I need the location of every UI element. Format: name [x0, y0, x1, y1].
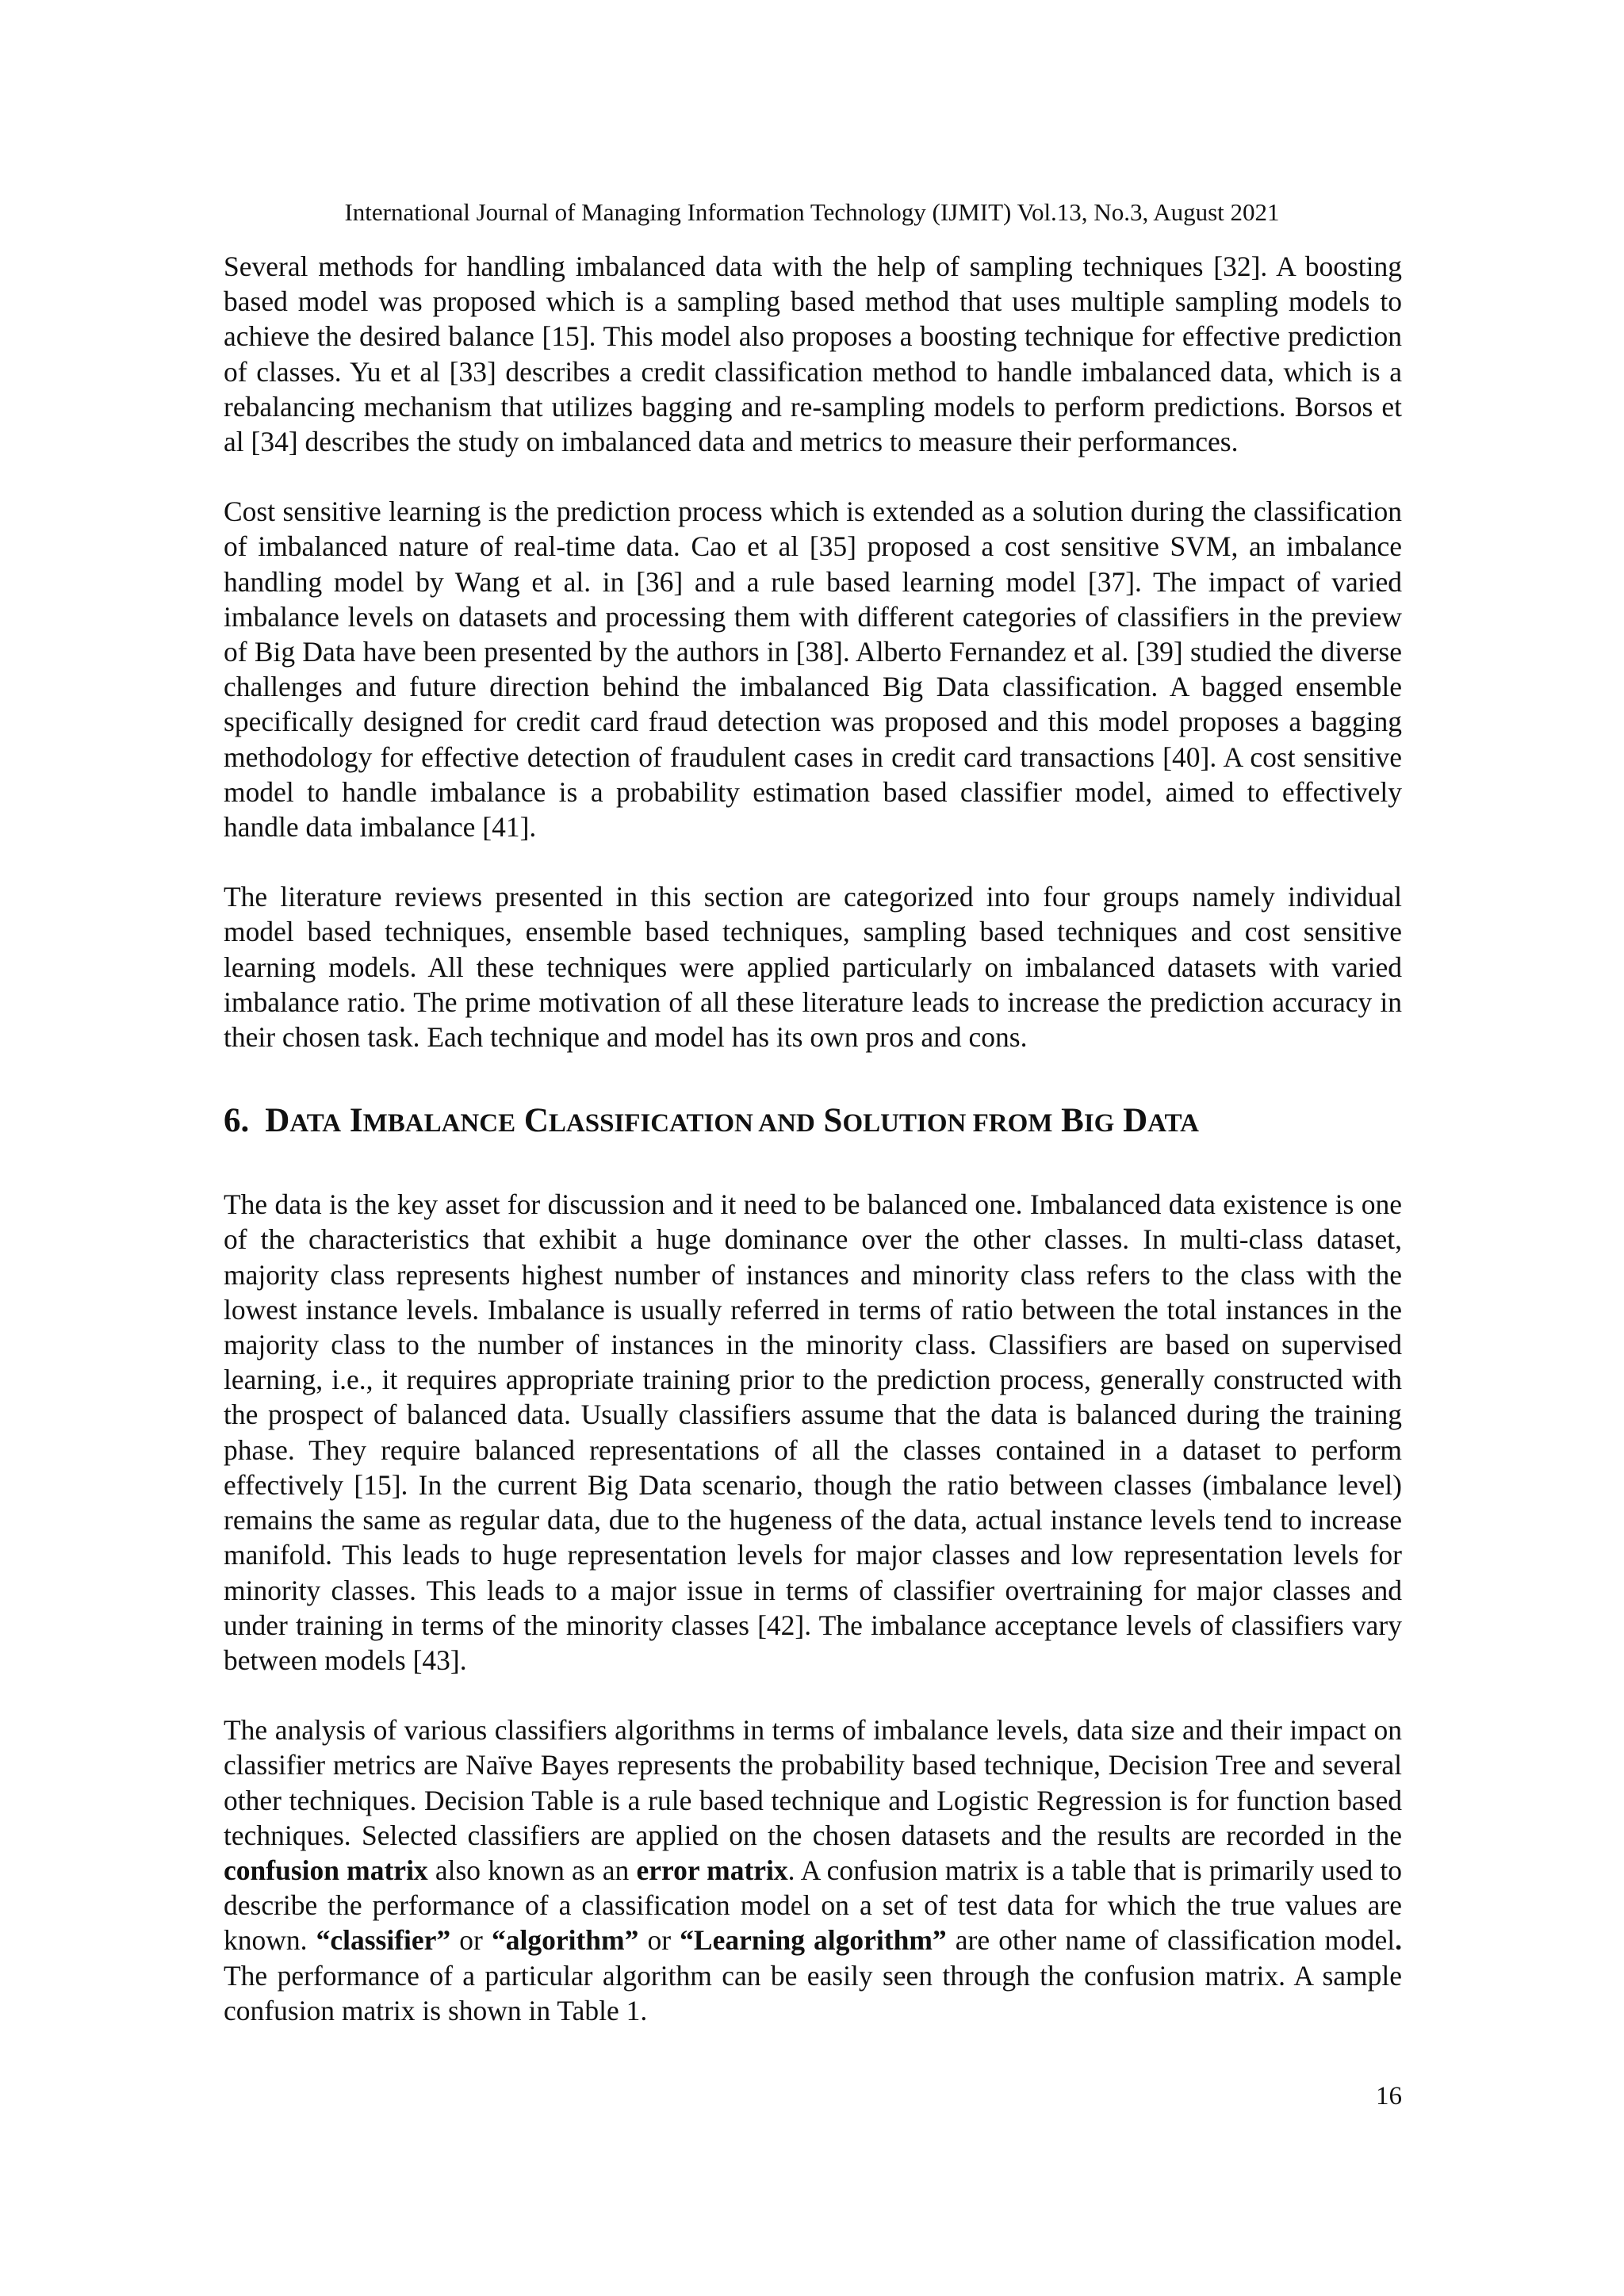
paragraph-sampling-methods: Several methods for handling imbalanced data with the help of sampling techniques [32]. A boosting based model was proposed which is a sampling based method that uses multiple sampling models to achieve the desired balance [15]. This model also proposes a boosting technique for effective prediction of classes. Yu et al [33] describes a credit classification method to handle imbalanced data, which is a rebalancing mechanism that utilizes bagging and re-sampling models to perform predictions. Borsos et al [34] describes the study on imbalanced data and metrics to measure their performances.	[224, 251, 1402, 458]
term-learning-algorithm: “Learning algorithm”	[680, 1924, 947, 1957]
page-number: 16	[1376, 2082, 1402, 2110]
term-error-matrix: error matrix	[636, 1854, 788, 1886]
section-number: 6.	[224, 1102, 250, 1140]
paragraph-data-imbalance: The data is the key asset for discussion and it need to be balanced one. Imbalanced data existence is one of the characteristics that exhibit a huge dominance over the other classes. In multi-class dataset, majority class represents highest number of instances and minority class refers to the class with the lowest instance levels. Imbalance is usually referred in terms of ratio between the total instances in the majority class to the number of instances in the minority class. Classifiers are based on supervised learning, i.e., it requires appropriate training prior to the prediction process, generally constructed with the prospect of balanced data. Usually classifiers assume that the data is balanced during the training phase. They require balanced representations of all the classes contained in a dataset to perform effectively [15]. In the current Big Data scenario, though the ratio between classes (imbalance level) remains the same as regular data, due to the hugeness of the data, actual instance levels tend to increase manifold. This leads to huge representation levels for major classes and low representation levels for minority classes. This leads to a major issue in terms of classifier overtraining for major classes and under training in terms of the minority classes [42]. The imbalance acceptance levels of classifiers vary between models [43].	[224, 1188, 1402, 1676]
paragraph-literature-summary: The literature reviews presented in this section are categorized into four groups namely individual model based techniques, ensemble based techniques, sampling based techniques and cost sensitive learning models. All these techniques were applied particularly on imbalanced datasets with varied imbalance ratio. The prime motivation of all these literature leads to increase the prediction accuracy in their chosen task. Each technique and model has its own pros and cons.	[224, 881, 1402, 1054]
paragraph-classifier-analysis: The analysis of various classifiers algorithms in terms of imbalance levels, data size and their impact on classifier metrics are Naïve Bayes represents the probability based technique, Decision Tree and several other techniques. Decision Table is a rule based technique and Logistic Regression is for function based techniques. Selected classifiers are applied on the chosen datasets and the results are recorded in the confusion matrix also known as an error matrix. A confusion matrix is a table that is primarily used to describe the performance of a classification model on a set of test data for which the true values are known. “classifier” or “algorithm” or “Learning algorithm” are other name of classification model. The performance of a particular algorithm can be easily seen through the confusion matrix. A sample confusion matrix is shown in Table 1.	[224, 1714, 1403, 2026]
journal-running-header: International Journal of Managing Information Technology (IJMIT) Vol.13, No.3, August 2021	[344, 198, 1280, 226]
term-confusion-matrix: confusion matrix	[224, 1854, 428, 1886]
body-text	[224, 249, 1402, 2028]
section-heading: 6. DATA IMBALANCE CLASSIFICATION AND SOLUTION FROM BIG DATA	[224, 1099, 1402, 1146]
paragraph-cost-sensitive-learning: Cost sensitive learning is the prediction process which is extended as a solution during the classification of imbalanced nature of real-time data. Cao et al [35] proposed a cost sensitive SVM, an imbalance handling model by Wang et al. in [36] and a rule based learning model [37]. The impact of varied imbalance levels on datasets and processing them with different categories of classifiers in the preview of Big Data have been presented by the authors in [38]. Alberto Fernandez et al. [39] studied the diverse challenges and future direction behind the imbalanced Big Data classification. A bagged ensemble specifically designed for credit card fraud detection was proposed and this model proposes a bagging methodology for effective detection of fraudulent cases in credit card transactions [40]. A cost sensitive model to handle imbalance is a probability estimation based classifier model, aimed to effectively handle data imbalance [41].	[224, 496, 1402, 844]
term-algorithm: “algorithm”	[491, 1924, 639, 1957]
term-classifier: “classifier”	[316, 1924, 451, 1957]
